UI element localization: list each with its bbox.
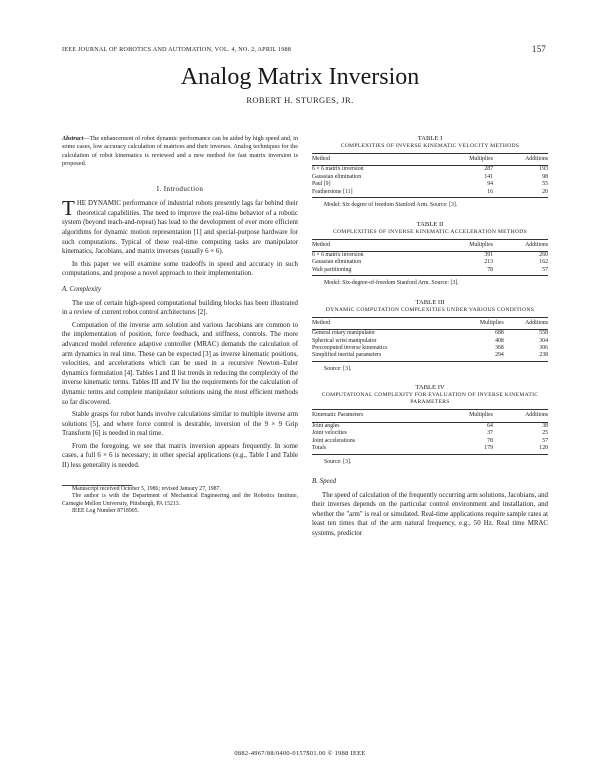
complexity-paragraph-3: Stable grasps for robot hands involve calculations similar to multiple inverse arm solutions [5], and where force control is desirable, inversion of the 9 × 9 Grip Transform [6] is needed in real time. — [62, 411, 298, 438]
table-cell: 162 — [539, 259, 548, 266]
table-cell: Spherical wrist manipulator — [312, 337, 377, 344]
table-cell: Precomputed inverse kinematics — [312, 345, 388, 352]
table-header: Multiplies — [436, 239, 493, 251]
table-cell: Totals — [312, 445, 436, 454]
intro-paragraph-2: In this paper we will examine some tradeoffs in speed and accuracy in such computations, and propose a novel approach to their implementation. — [62, 260, 298, 278]
table-2-label: TABLE II — [416, 220, 444, 228]
right-column — [312, 135, 548, 542]
table-cell: 213 — [484, 259, 494, 266]
table-header: Multiplies — [436, 154, 493, 166]
table-cell: 294 — [458, 352, 504, 361]
complexity-paragraph-1: The use of certain high-speed computational building blocks has been illustrated in a review of current robot control architectures [2]. — [62, 299, 298, 317]
table-row — [312, 252, 548, 260]
table-cell: 25 — [542, 430, 548, 437]
table-4 — [312, 384, 548, 467]
page-number: 157 — [531, 44, 546, 54]
table-header: Method — [312, 154, 436, 166]
journal-header: IEEE JOURNAL OF ROBOTICS AND AUTOMATION, VOL. 4, NO. 2, APRIL 1988 — [62, 46, 292, 53]
table-4-grid — [312, 409, 548, 454]
table-cell: 6 × 6 matrix inversion — [312, 166, 364, 173]
table-1-label: TABLE I — [417, 135, 443, 142]
table-header: Additions — [493, 239, 548, 251]
table-row — [312, 267, 548, 276]
table-cell: 368 — [495, 345, 504, 352]
table-cell: 16 — [436, 189, 493, 198]
table-header: Additions — [504, 317, 548, 329]
table-cell: Gaussian elimination — [312, 173, 362, 180]
table-row — [312, 166, 548, 174]
table-cell: 558 — [539, 330, 548, 337]
table-cell: 6 × 6 matrix inversion — [312, 252, 364, 259]
table-row — [312, 174, 548, 181]
table-row — [312, 422, 548, 430]
left-column — [62, 135, 298, 516]
table-3-label: TABLE III — [415, 298, 445, 306]
footnote-affiliation: The author is with the Department of Mechanical Engineering and the Robotics Institute, Carnegie Mellon University, Pittsburgh, PA 15213. — [62, 493, 298, 507]
complexity-paragraph-2: Computation of the inverse arm solution and various Jacobians are common to the implementation of position, force feedback, and stiffness, controls. The more advanced model reference adaptive controller (MRAC) demands the calculation of arm dynamics in real time. These can be expected [3] as inverse kinematic positions, velocities, and accelerations which can be used in a recursive Newton–Euler dynamics formulation [4]. Tables I and II list trends in reducing the complexity of the inverse kinematic terms. Tables III and IV list the requirements for the calculation of dynamic terms and complete manipulator solutions using the most efficient methods so far discovered. — [62, 321, 298, 406]
table-header: Additions — [493, 410, 548, 422]
speed-paragraph-1: The speed of calculation of the frequently occurring arm solutions, Jacobians, and their inverses depends on the particular control environment and installation, and whether the "arm" is real or simulated. Real-time applications require sample rates at least ten times that of the arm natural frequency, e.g., 50 Hz. Real time MRAC systems, predictor — [312, 491, 548, 538]
table-2-caption: COMPLEXITIES OF INVERSE KINEMATIC ACCELERATION METHODS — [332, 228, 528, 235]
subsection-heading-complexity: A. Complexity — [62, 285, 102, 293]
table-cell: Joint angles — [312, 422, 340, 429]
table-cell: Walt partitioning — [312, 267, 436, 276]
table-row — [312, 438, 548, 445]
table-cell: 57 — [542, 437, 548, 444]
table-cell: Joint velocities — [312, 430, 347, 437]
table-header: Method — [312, 239, 436, 251]
table-row — [312, 352, 548, 361]
intro-paragraph-1-text: HE DYNAMIC performance of industrial robots presently lags far behind their theoretical capabilities. The need to improve the real-time behavior of a robotic system (beyond teach-and-repeat) has lead to the development of ever more efficient algorithms for dynamic motion representation [1] and special-purpose hardware for such computations. Typical of these real-time computing tasks are manipulator kinematics, Jacobians, and matrix inverses (usually 6 × 6). — [62, 200, 298, 256]
table-1-note: Model: Six degree of freedom Stanford Arm. Source: [3]. — [324, 202, 458, 209]
table-cell: 141 — [484, 173, 494, 180]
table-4-caption: COMPUTATIONAL COMPLEXITY FOR EVALUATION OF INVERSE KINEMATIC PARAMETERS — [321, 392, 539, 406]
table-header: Additions — [493, 154, 548, 166]
table-cell: 98 — [542, 173, 548, 180]
table-cell: 94 — [487, 181, 494, 188]
drop-cap: T — [62, 196, 75, 221]
running-header — [62, 46, 546, 53]
table-cell: Simplified inertial parameters — [312, 352, 458, 361]
table-cell: Joint accelerations — [312, 437, 355, 444]
table-cell: 20 — [493, 189, 548, 198]
table-2-note: Model: Six-degree-of-freedom Stanford Arm. Source: [3]. — [324, 280, 459, 287]
table-header: Method — [312, 317, 458, 329]
table-cell: 55 — [542, 181, 548, 188]
table-2-grid — [312, 239, 548, 277]
table-cell: Paul [9] — [312, 181, 331, 188]
table-cell: Featherstone [11] — [312, 189, 436, 198]
table-row — [312, 189, 548, 198]
table-2 — [312, 221, 548, 289]
complexity-paragraph-4: From the foregoing, we see that matrix inversion appears frequently. In some cases, a full 6 × 6 is necessary; in other special applications (e.g., Table I and Table II) less generality is needed. — [62, 442, 298, 470]
table-cell: General rotary manipulator — [312, 330, 376, 337]
table-row — [312, 338, 548, 345]
table-3 — [312, 299, 548, 375]
table-cell: 391 — [484, 252, 494, 259]
table-3-caption: DYNAMIC COMPUTATION COMPLEXITIES UNDER VARIOUS CONDITIONS — [325, 306, 535, 313]
table-4-label: TABLE IV — [415, 384, 445, 392]
abstract — [62, 135, 298, 169]
table-1 — [312, 135, 548, 211]
paper-title: Analog Matrix Inversion — [180, 64, 420, 90]
table-cell: 306 — [539, 345, 548, 352]
table-cell: 260 — [539, 252, 548, 259]
abstract-text: —The enhancement of robot dynamic performance can be aided by high speed and, in some cases, low accuracy calculation of matrices and their inverses. Analog techniques for the calculation of robot kinematics is reviewed and a new method for fast matrix inversion is proposed. — [62, 135, 298, 168]
table-row — [312, 445, 548, 454]
table-row — [312, 330, 548, 338]
table-header: Multiplies — [436, 410, 493, 422]
table-cell: 193 — [539, 166, 548, 173]
copyright-footer: 0882-4967/88/0400-0157$01.00 © 1988 IEEE — [234, 750, 366, 757]
table-1-grid — [312, 153, 548, 198]
subsection-heading-speed: B. Speed — [312, 478, 337, 486]
footnote-received: Manuscript received October 5, 1986; revised January 27, 1987. — [72, 485, 221, 492]
table-cell: 78 — [436, 267, 493, 276]
table-cell: Gaussian elimination — [312, 259, 362, 266]
table-cell: 408 — [495, 337, 504, 344]
table-cell: 78 — [487, 437, 493, 444]
paper-author: ROBERT H. STURGES, JR. — [246, 95, 354, 105]
table-cell: 120 — [493, 445, 548, 454]
table-cell: 57 — [493, 267, 548, 276]
table-4-note: Source: [3]. — [324, 458, 352, 465]
table-header: Kinematic Parameters — [312, 410, 436, 422]
table-cell: 238 — [504, 352, 548, 361]
table-cell: 688 — [495, 330, 504, 337]
table-cell: 38 — [542, 422, 548, 429]
table-cell: 37 — [487, 430, 493, 437]
abstract-label: Abstract — [62, 135, 84, 142]
section-heading-introduction: I. Introduction — [156, 184, 204, 193]
table-cell: 287 — [484, 166, 494, 173]
table-3-note: Source: [3]. — [324, 365, 352, 372]
table-cell: 179 — [436, 445, 493, 454]
table-row — [312, 259, 548, 266]
table-cell: 304 — [539, 337, 548, 344]
table-row — [312, 181, 548, 188]
table-1-caption: COMPLEXITIES OF INVERSE KINEMATIC VELOCITY METHODS — [340, 143, 520, 149]
table-cell: 64 — [487, 422, 493, 429]
table-3-grid — [312, 317, 548, 362]
intro-paragraph-1 — [62, 196, 298, 257]
table-header: Multiplies — [458, 317, 504, 329]
footnote-log-number: IEEE Log Number 8718905. — [72, 508, 139, 515]
table-row — [312, 430, 548, 437]
